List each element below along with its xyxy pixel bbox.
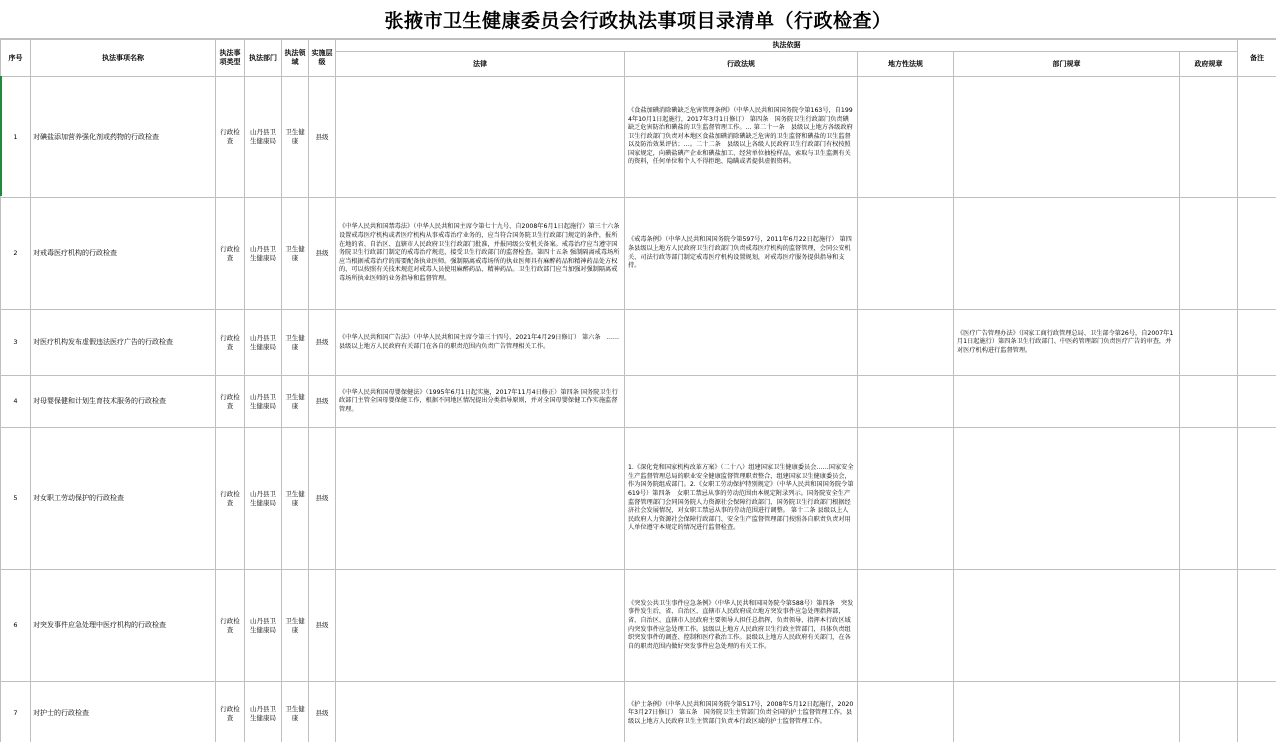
page-title: 张掖市卫生健康委员会行政执法事项目录清单（行政检查）	[384, 9, 892, 32]
cell-level[interactable]: 县级	[309, 198, 336, 310]
cell-item-name[interactable]: 对医疗机构发布虚假违法医疗广告的行政检查	[31, 310, 216, 376]
cell-remarks[interactable]	[1238, 310, 1276, 376]
cell-local-reg[interactable]	[858, 376, 954, 428]
cell-field[interactable]: 卫生健康	[282, 682, 309, 742]
cell-department[interactable]: 山丹县卫生健康局	[245, 428, 282, 570]
cell-gov-rule[interactable]	[1180, 428, 1238, 570]
table-row	[1, 77, 1276, 198]
cell-law[interactable]	[336, 570, 625, 682]
table-row	[1, 682, 1276, 742]
header-seq[interactable]: 序号	[1, 40, 31, 77]
cell-local-reg[interactable]	[858, 682, 954, 742]
cell-gov-rule[interactable]	[1180, 570, 1238, 682]
cell-local-reg[interactable]	[858, 570, 954, 682]
cell-seq[interactable]: 4	[1, 376, 31, 428]
cell-admin-reg[interactable]: 1.《深化党和国家机构改革方案》（二十八）组建国家卫生健康委员会……国家安全生产监督管理总局的职业安全健康监督管理职责整合，组建国家卫生健康委员会，作为国务院组成部门。2.《女职工劳动保护特别规定》（中华人民共和国国务院令第619号）第四条 女职工禁忌从事的劳动范围由本规定附录列示。国务院安全生产监督管理部门会同国务院人力资源社会保障行政部门、国务院卫生行政部门根据经济社会发展情况，对女职工禁忌从事的劳动范围进行调整。 第十二条 县级以上人民政府人力资源社会保障行政部门、安全生产监督管理部门按照各自职责负责对用人单位遵守本规定的情况进行监督检查。	[625, 428, 858, 570]
cell-dept-rule[interactable]	[954, 682, 1180, 742]
cell-seq[interactable]: 2	[1, 198, 31, 310]
table-row	[1, 570, 1276, 682]
cell-field[interactable]: 卫生健康	[282, 77, 309, 198]
cell-level[interactable]: 县级	[309, 570, 336, 682]
header-local-reg[interactable]: 地方性法规	[858, 52, 954, 77]
header-dept-rule[interactable]: 部门规章	[954, 52, 1180, 77]
cell-remarks[interactable]	[1238, 77, 1276, 198]
cell-item-name[interactable]: 对护士的行政检查	[31, 682, 216, 742]
table-row	[1, 310, 1276, 376]
cell-category[interactable]: 行政检查	[216, 310, 245, 376]
cell-admin-reg[interactable]: 《戒毒条例》（中华人民共和国国务院令第597号，2011年6月22日起施行） 第四条县级以上地方人民政府卫生行政部门负责戒毒医疗机构的监督管理，会同公安机关、司法行政等部门制定戒毒医疗机构设置规划，对戒毒医疗服务提供指导和支持。	[625, 198, 858, 310]
cell-admin-reg[interactable]: 《食盐加碘消除碘缺乏危害管理条例》（中华人民共和国国务院令第163号，自1994年10月1日起施行，2017年3月1日修订） 第四条 国务院卫生行政部门负责碘缺乏危害防治和碘盐的卫生监督管理工作。… 第二十一条 县级以上地方各级政府卫生行政部门负责对本地区食盐加碘消除碘缺乏危害的卫生监督和碘盐的卫生监督以及防治效果评估；…。二十二条 县级以上各级人民政府卫生行政部门有权按照国家规定，向碘盐碘产企业和碘盐加工、经营单位抽检样品，索取与卫生监测有关的资料，任何单位和个人不得拒绝、隐瞒或者提供虚假资料。	[625, 77, 858, 198]
cell-admin-reg[interactable]	[625, 376, 858, 428]
cell-seq[interactable]: 7	[1, 682, 31, 742]
cell-law[interactable]: 《中华人民共和国广告法》（中华人民共和国主席令第三十四号，2021年4月29日修订） 第六条 ……县级以上地方人民政府有关部门在各自的职责范围内负责广告管理相关工作。	[336, 310, 625, 376]
cell-category[interactable]: 行政检查	[216, 376, 245, 428]
cell-remarks[interactable]	[1238, 376, 1276, 428]
cell-dept-rule[interactable]	[954, 77, 1180, 198]
cell-gov-rule[interactable]	[1180, 198, 1238, 310]
cell-local-reg[interactable]	[858, 198, 954, 310]
cell-gov-rule[interactable]	[1180, 682, 1238, 742]
cell-field[interactable]: 卫生健康	[282, 310, 309, 376]
header-basis[interactable]: 执法依据	[336, 40, 1238, 52]
cell-item-name[interactable]: 对突发事件应急处理中医疗机构的行政检查	[31, 570, 216, 682]
cell-department[interactable]: 山丹县卫生健康局	[245, 376, 282, 428]
header-admin-reg[interactable]: 行政法规	[625, 52, 858, 77]
cell-level[interactable]: 县级	[309, 682, 336, 742]
header-department[interactable]: 执法部门	[245, 40, 282, 77]
cell-level[interactable]: 县级	[309, 77, 336, 198]
cell-item-name[interactable]: 对母婴保健和计划生育技术服务的行政检查	[31, 376, 216, 428]
cell-field[interactable]: 卫生健康	[282, 428, 309, 570]
cell-law[interactable]	[336, 428, 625, 570]
cell-remarks[interactable]	[1238, 198, 1276, 310]
cell-local-reg[interactable]	[858, 77, 954, 198]
header-law[interactable]: 法律	[336, 52, 625, 77]
header-field[interactable]: 执法领域	[282, 40, 309, 77]
cell-dept-rule[interactable]	[954, 428, 1180, 570]
cell-item-name[interactable]: 对戒毒医疗机构的行政检查	[31, 198, 216, 310]
header-level[interactable]: 实施层级	[309, 40, 336, 77]
cell-category[interactable]: 行政检查	[216, 198, 245, 310]
cell-local-reg[interactable]	[858, 310, 954, 376]
cell-law[interactable]: 《中华人民共和国禁毒法》（中华人民共和国主席令第七十九号，自2008年6月1日起施行）第三十六条 设置戒毒医疗机构或者医疗机构从事戒毒治疗业务的，应当符合国务院卫生行政部门规定的条件，报所在地的省、自治区、直辖市人民政府卫生行政部门批准，并报同级公安机关备案。戒毒治疗应当遵守国务院卫生行政部门制定的戒毒治疗规范，接受卫生行政部门的监督检查。第四十五条 强制隔离戒毒场所应当根据戒毒治疗的需要配备执业医师。强制隔离戒毒场所的执业医师具有麻醉药品和精神药品处方权的，可以按照有关技术规范对戒毒人员使用麻醉药品、精神药品。卫生行政部门应当加强对强制隔离戒毒场所执业医师的业务指导和监督管理。	[336, 198, 625, 310]
cell-category[interactable]: 行政检查	[216, 570, 245, 682]
header-row-1	[1, 40, 1276, 52]
cell-category[interactable]: 行政检查	[216, 682, 245, 742]
cell-seq[interactable]: 6	[1, 570, 31, 682]
cell-seq[interactable]: 3	[1, 310, 31, 376]
cell-department[interactable]: 山丹县卫生健康局	[245, 570, 282, 682]
cell-dept-rule[interactable]	[954, 376, 1180, 428]
catalog-table	[0, 39, 1276, 742]
cell-law[interactable]: 《中华人民共和国母婴保健法》（1995年6月1日起实施，2017年11月4日修正）第四条 国务院卫生行政部门主管全国母婴保健工作，根据不同地区情况提出分类指导原则，并对全国母婴保健工作实施监督管理。	[336, 376, 625, 428]
cell-department[interactable]: 山丹县卫生健康局	[245, 682, 282, 742]
table-row	[1, 376, 1276, 428]
cell-law[interactable]	[336, 77, 625, 198]
cell-dept-rule[interactable]: 《医疗广告管理办法》（国家工商行政管理总局、卫生部令第26号，自2007年1月1日起施行）第四条卫生行政部门、中医药管理部门负责医疗广告的审查，并对医疗机构进行监督管理。	[954, 310, 1180, 376]
cell-field[interactable]: 卫生健康	[282, 198, 309, 310]
cell-law[interactable]	[336, 682, 625, 742]
header-remarks[interactable]: 备注	[1238, 40, 1276, 77]
table-row	[1, 198, 1276, 310]
cell-seq[interactable]: 1	[1, 77, 31, 198]
cell-department[interactable]: 山丹县卫生健康局	[245, 198, 282, 310]
cell-gov-rule[interactable]	[1180, 77, 1238, 198]
cell-level[interactable]: 县级	[309, 376, 336, 428]
cell-admin-reg[interactable]: 《护士条例》（中华人民共和国国务院令第517号，2008年5月12日起施行，2020年3月27日修订） 第五条 国务院卫生主管部门负责全国的护士监督管理工作。县级以上地方人民政府卫生主管部门负责本行政区域的护士监督管理工作。	[625, 682, 858, 742]
header-item-name[interactable]: 执法事项名称	[31, 40, 216, 77]
cell-category[interactable]: 行政检查	[216, 77, 245, 198]
cell-category[interactable]: 行政检查	[216, 428, 245, 570]
selected-cell-indicator	[0, 76, 2, 196]
cell-admin-reg[interactable]: 《突发公共卫生事件应急条例》（中华人民共和国国务院令第588号）第四条 突发事件发生后，省、自治区、直辖市人民政府成立地方突发事件应急处理指挥部，省、自治区、直辖市人民政府主要领导人担任总指挥，负责领导、指挥本行政区域内突发事件应急处理工作。县级以上地方人民政府卫生行政主管部门，具体负责组织突发事件的调查、控制和医疗救治工作。县级以上地方人民政府有关部门，在各自的职责范围内做好突发事件应急处理的有关工作。	[625, 570, 858, 682]
cell-department[interactable]: 山丹县卫生健康局	[245, 77, 282, 198]
cell-seq[interactable]: 5	[1, 428, 31, 570]
cell-level[interactable]: 县级	[309, 310, 336, 376]
cell-item-name[interactable]: 对碘盐添加营养强化剂或药物的行政检查	[31, 77, 216, 198]
cell-department[interactable]: 山丹县卫生健康局	[245, 310, 282, 376]
cell-local-reg[interactable]	[858, 428, 954, 570]
cell-gov-rule[interactable]	[1180, 310, 1238, 376]
header-gov-rule[interactable]: 政府规章	[1180, 52, 1238, 77]
cell-remarks[interactable]	[1238, 428, 1276, 570]
cell-dept-rule[interactable]	[954, 570, 1180, 682]
cell-field[interactable]: 卫生健康	[282, 570, 309, 682]
cell-dept-rule[interactable]	[954, 198, 1180, 310]
cell-gov-rule[interactable]	[1180, 376, 1238, 428]
title-row[interactable]	[0, 0, 1276, 39]
cell-item-name[interactable]: 对女职工劳动保护的行政检查	[31, 428, 216, 570]
cell-level[interactable]: 县级	[309, 428, 336, 570]
cell-field[interactable]: 卫生健康	[282, 376, 309, 428]
cell-remarks[interactable]	[1238, 570, 1276, 682]
header-category[interactable]: 执法事项类型	[216, 40, 245, 77]
table-row	[1, 428, 1276, 570]
cell-remarks[interactable]	[1238, 682, 1276, 742]
cell-admin-reg[interactable]	[625, 310, 858, 376]
